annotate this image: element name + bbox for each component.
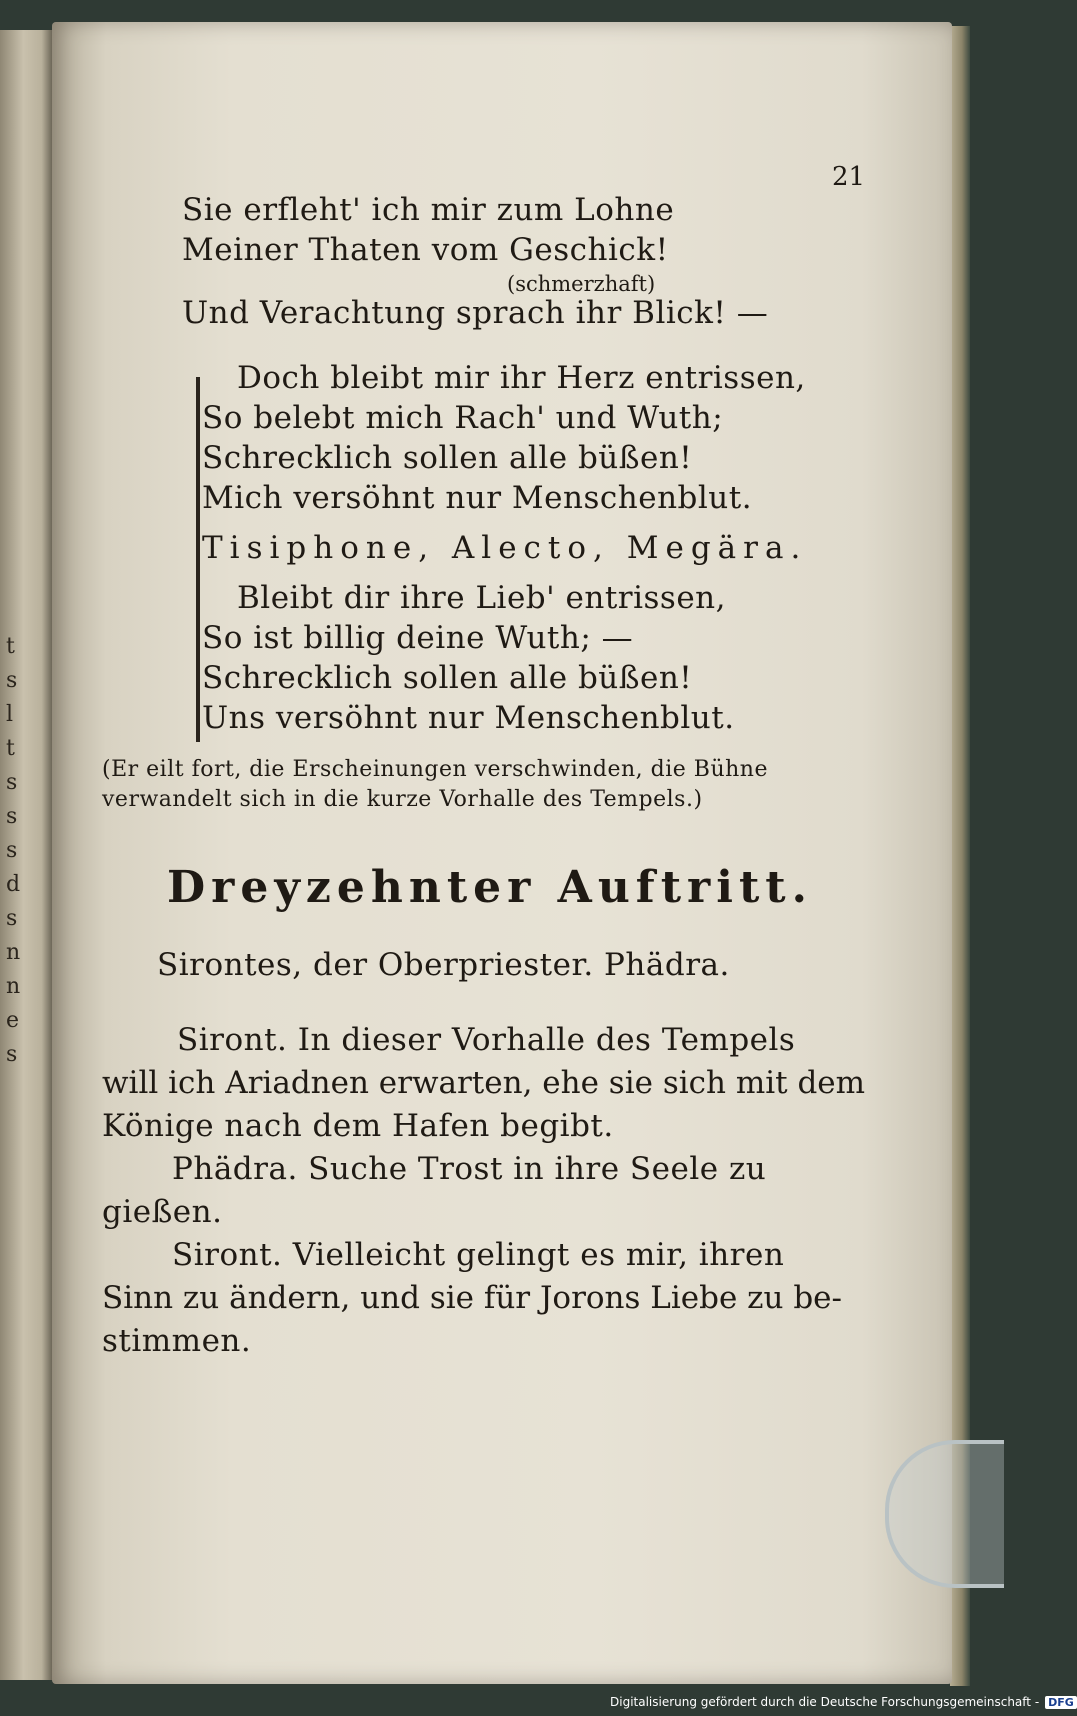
dfg-logo: DFG [1045, 1696, 1077, 1709]
prose-line: Phädra. Suche Trost in ihre Seele zu [172, 1151, 767, 1187]
stage-aside: (schmerzhaft) [507, 272, 656, 296]
stage-direction: (Er eilt fort, die Erscheinungen verschwinden, die Bühne [102, 757, 768, 782]
credit-text: Digitalisierung gefördert durch die Deutsche Forschungsgemeinschaft - [610, 1695, 1040, 1709]
stage-direction: verwandelt sich in die kurze Vorhalle des Tempels.) [102, 787, 703, 812]
chorus-speakers: Tisiphone, Alecto, Megära. [202, 530, 808, 566]
verse-line: Meiner Thaten vom Geschick! [182, 232, 669, 268]
prose-line: Sinn zu ändern, und sie für Jorons Liebe zu be- [102, 1280, 842, 1316]
verse-line: So ist billig deine Wuth; — [202, 620, 634, 656]
page-number: 21 [832, 162, 866, 192]
prose-line: Siront. In dieser Vorhalle des Tempels [177, 1022, 796, 1058]
verse-line: Mich versöhnt nur Menschenblut. [202, 480, 753, 516]
verse-line: Uns versöhnt nur Menschenblut. [202, 700, 735, 736]
prose-line: gießen. [102, 1194, 223, 1230]
page-edge-shadow [950, 26, 970, 1686]
prose-line: stimmen. [102, 1323, 252, 1359]
verse-line: Doch bleibt mir ihr Herz entrissen, [237, 360, 806, 396]
verse-line: Bleibt dir ihre Lieb' entrissen, [237, 580, 726, 616]
verse-line: Schrecklich sollen alle büßen! [202, 660, 693, 696]
book-page [52, 22, 952, 1684]
left-page-edge-text: t s l t s s s d s n n e s [6, 634, 21, 1067]
digitization-credit [610, 1692, 1077, 1712]
verse-line: Sie erfleht' ich mir zum Lohne [182, 192, 675, 228]
prose-line: will ich Ariadnen erwarten, ehe sie sich mit dem [102, 1065, 866, 1101]
left-page-edge [0, 30, 52, 1680]
verse-line: Und Verachtung sprach ihr Blick! — [182, 295, 769, 331]
character-list: Sirontes, der Oberpriester. Phädra. [157, 947, 730, 983]
scene-heading: Dreyzehnter Auftritt. [167, 862, 813, 913]
prose-line: Siront. Vielleicht gelingt es mir, ihren [172, 1237, 785, 1273]
prose-line: Könige nach dem Hafen begibt. [102, 1108, 614, 1144]
verse-line: Schrecklich sollen alle büßen! [202, 440, 693, 476]
verse-line: So belebt mich Rach' und Wuth; [202, 400, 724, 436]
